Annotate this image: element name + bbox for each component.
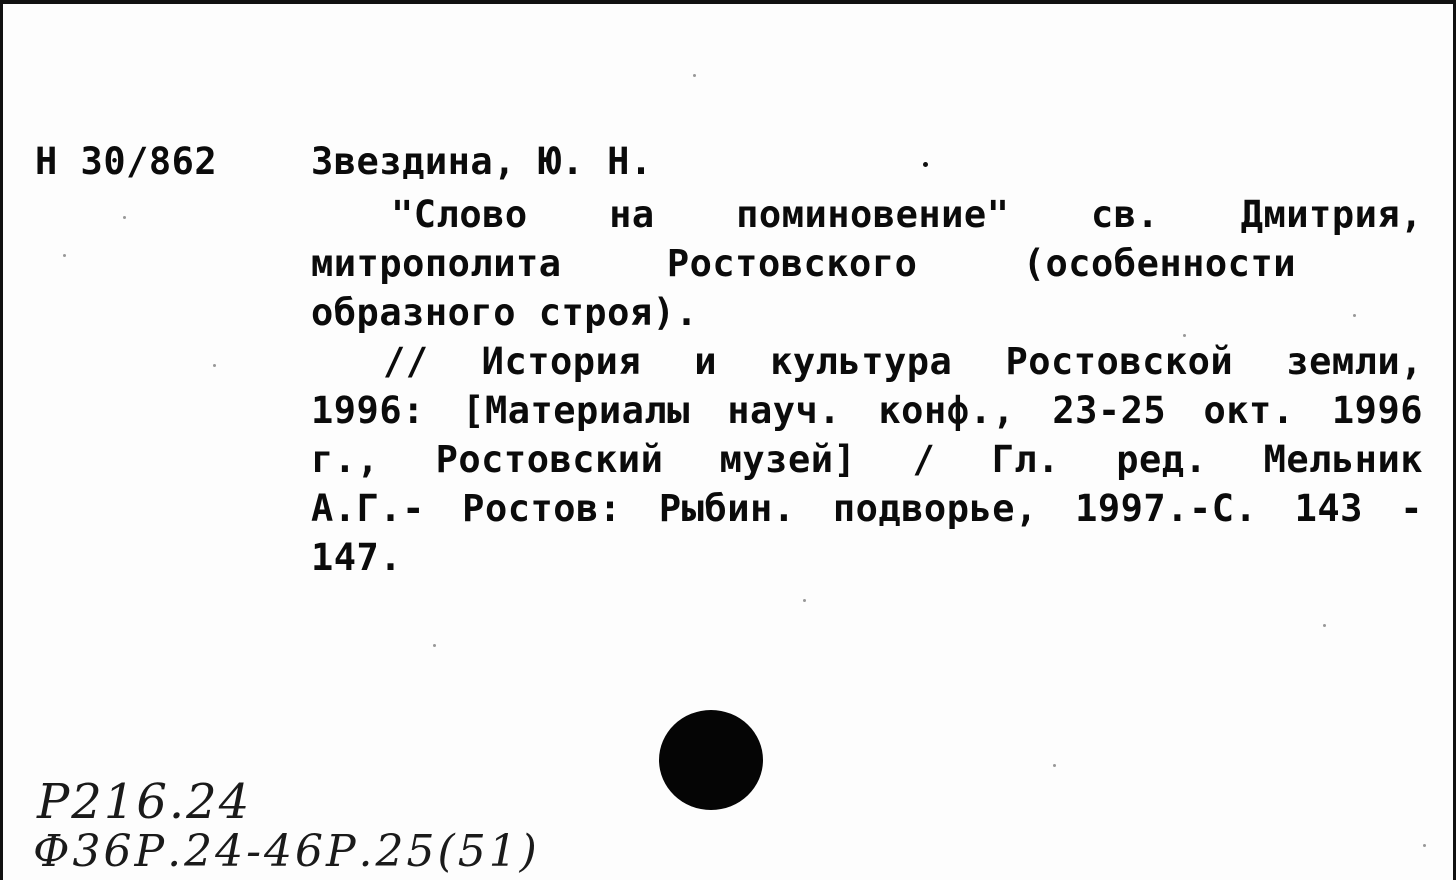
scan-speck <box>1323 624 1326 627</box>
title-line-3: образного строя). <box>311 291 699 334</box>
source-line-2 <box>311 389 1423 438</box>
word: 143 <box>1294 487 1363 530</box>
word: земли, <box>1286 340 1423 383</box>
scan-speck <box>1353 314 1356 317</box>
word: поминовение" <box>736 193 1010 236</box>
word: митрополита <box>311 242 562 285</box>
title-line-1 <box>311 193 1423 242</box>
word: Дмитрия, <box>1240 193 1423 236</box>
word: "Слово <box>391 193 528 236</box>
scan-speck <box>63 254 66 257</box>
scan-speck <box>433 644 436 647</box>
title-line-2 <box>311 242 1296 291</box>
word: св. <box>1090 193 1160 236</box>
source-line-4 <box>311 487 1423 536</box>
word: Ростовского <box>666 242 918 285</box>
handwritten-classification-2: Ф36Р.24-46Р.25(51) <box>33 826 540 877</box>
word: (особенности <box>1022 242 1296 285</box>
scan-speck <box>1423 844 1426 847</box>
scan-speck <box>923 162 928 167</box>
scan-speck <box>213 364 216 367</box>
word: ред. <box>1116 438 1208 481</box>
word: г., <box>311 438 380 481</box>
word: 1997.-С. <box>1075 487 1258 530</box>
scan-speck <box>693 74 696 77</box>
word: и <box>694 340 717 383</box>
shelfmark: Н 30/862 <box>35 140 218 183</box>
punch-hole <box>659 710 763 810</box>
word: - <box>1400 487 1423 530</box>
source-line-1 <box>311 340 1423 389</box>
word: / <box>912 438 936 481</box>
word: 23-25 <box>1052 389 1167 432</box>
scan-speck <box>1053 764 1056 767</box>
word: на <box>609 193 655 236</box>
scan-speck <box>1183 334 1186 337</box>
word: культура <box>770 340 953 383</box>
author: Звездина, Ю. Н. <box>311 140 653 183</box>
word: Ростовский <box>435 438 664 481</box>
word: музей] <box>719 438 857 481</box>
word: Ростов: <box>462 487 622 530</box>
scan-speck <box>123 216 126 219</box>
source-line-5: 147. <box>311 536 403 579</box>
bibliographic-entry <box>311 140 1423 585</box>
word: подворье, <box>832 487 1038 530</box>
word: 1996 <box>1331 389 1423 432</box>
source-line-3 <box>311 438 1423 487</box>
word: 1996: <box>311 389 425 432</box>
word: Рыбин. <box>658 487 796 530</box>
word: // <box>383 340 429 383</box>
word: История <box>481 340 642 383</box>
word: Гл. <box>991 438 1060 481</box>
word: науч. <box>727 389 842 432</box>
word: конф., <box>878 389 1016 432</box>
word: окт. <box>1203 389 1295 432</box>
handwritten-classification-1: Р216.24 <box>37 774 252 830</box>
word: Ростовской <box>1005 340 1234 383</box>
word: А.Г.- <box>311 487 425 530</box>
scan-speck <box>803 599 806 602</box>
word: Мельник <box>1263 438 1423 481</box>
word: [Материалы <box>462 389 690 432</box>
